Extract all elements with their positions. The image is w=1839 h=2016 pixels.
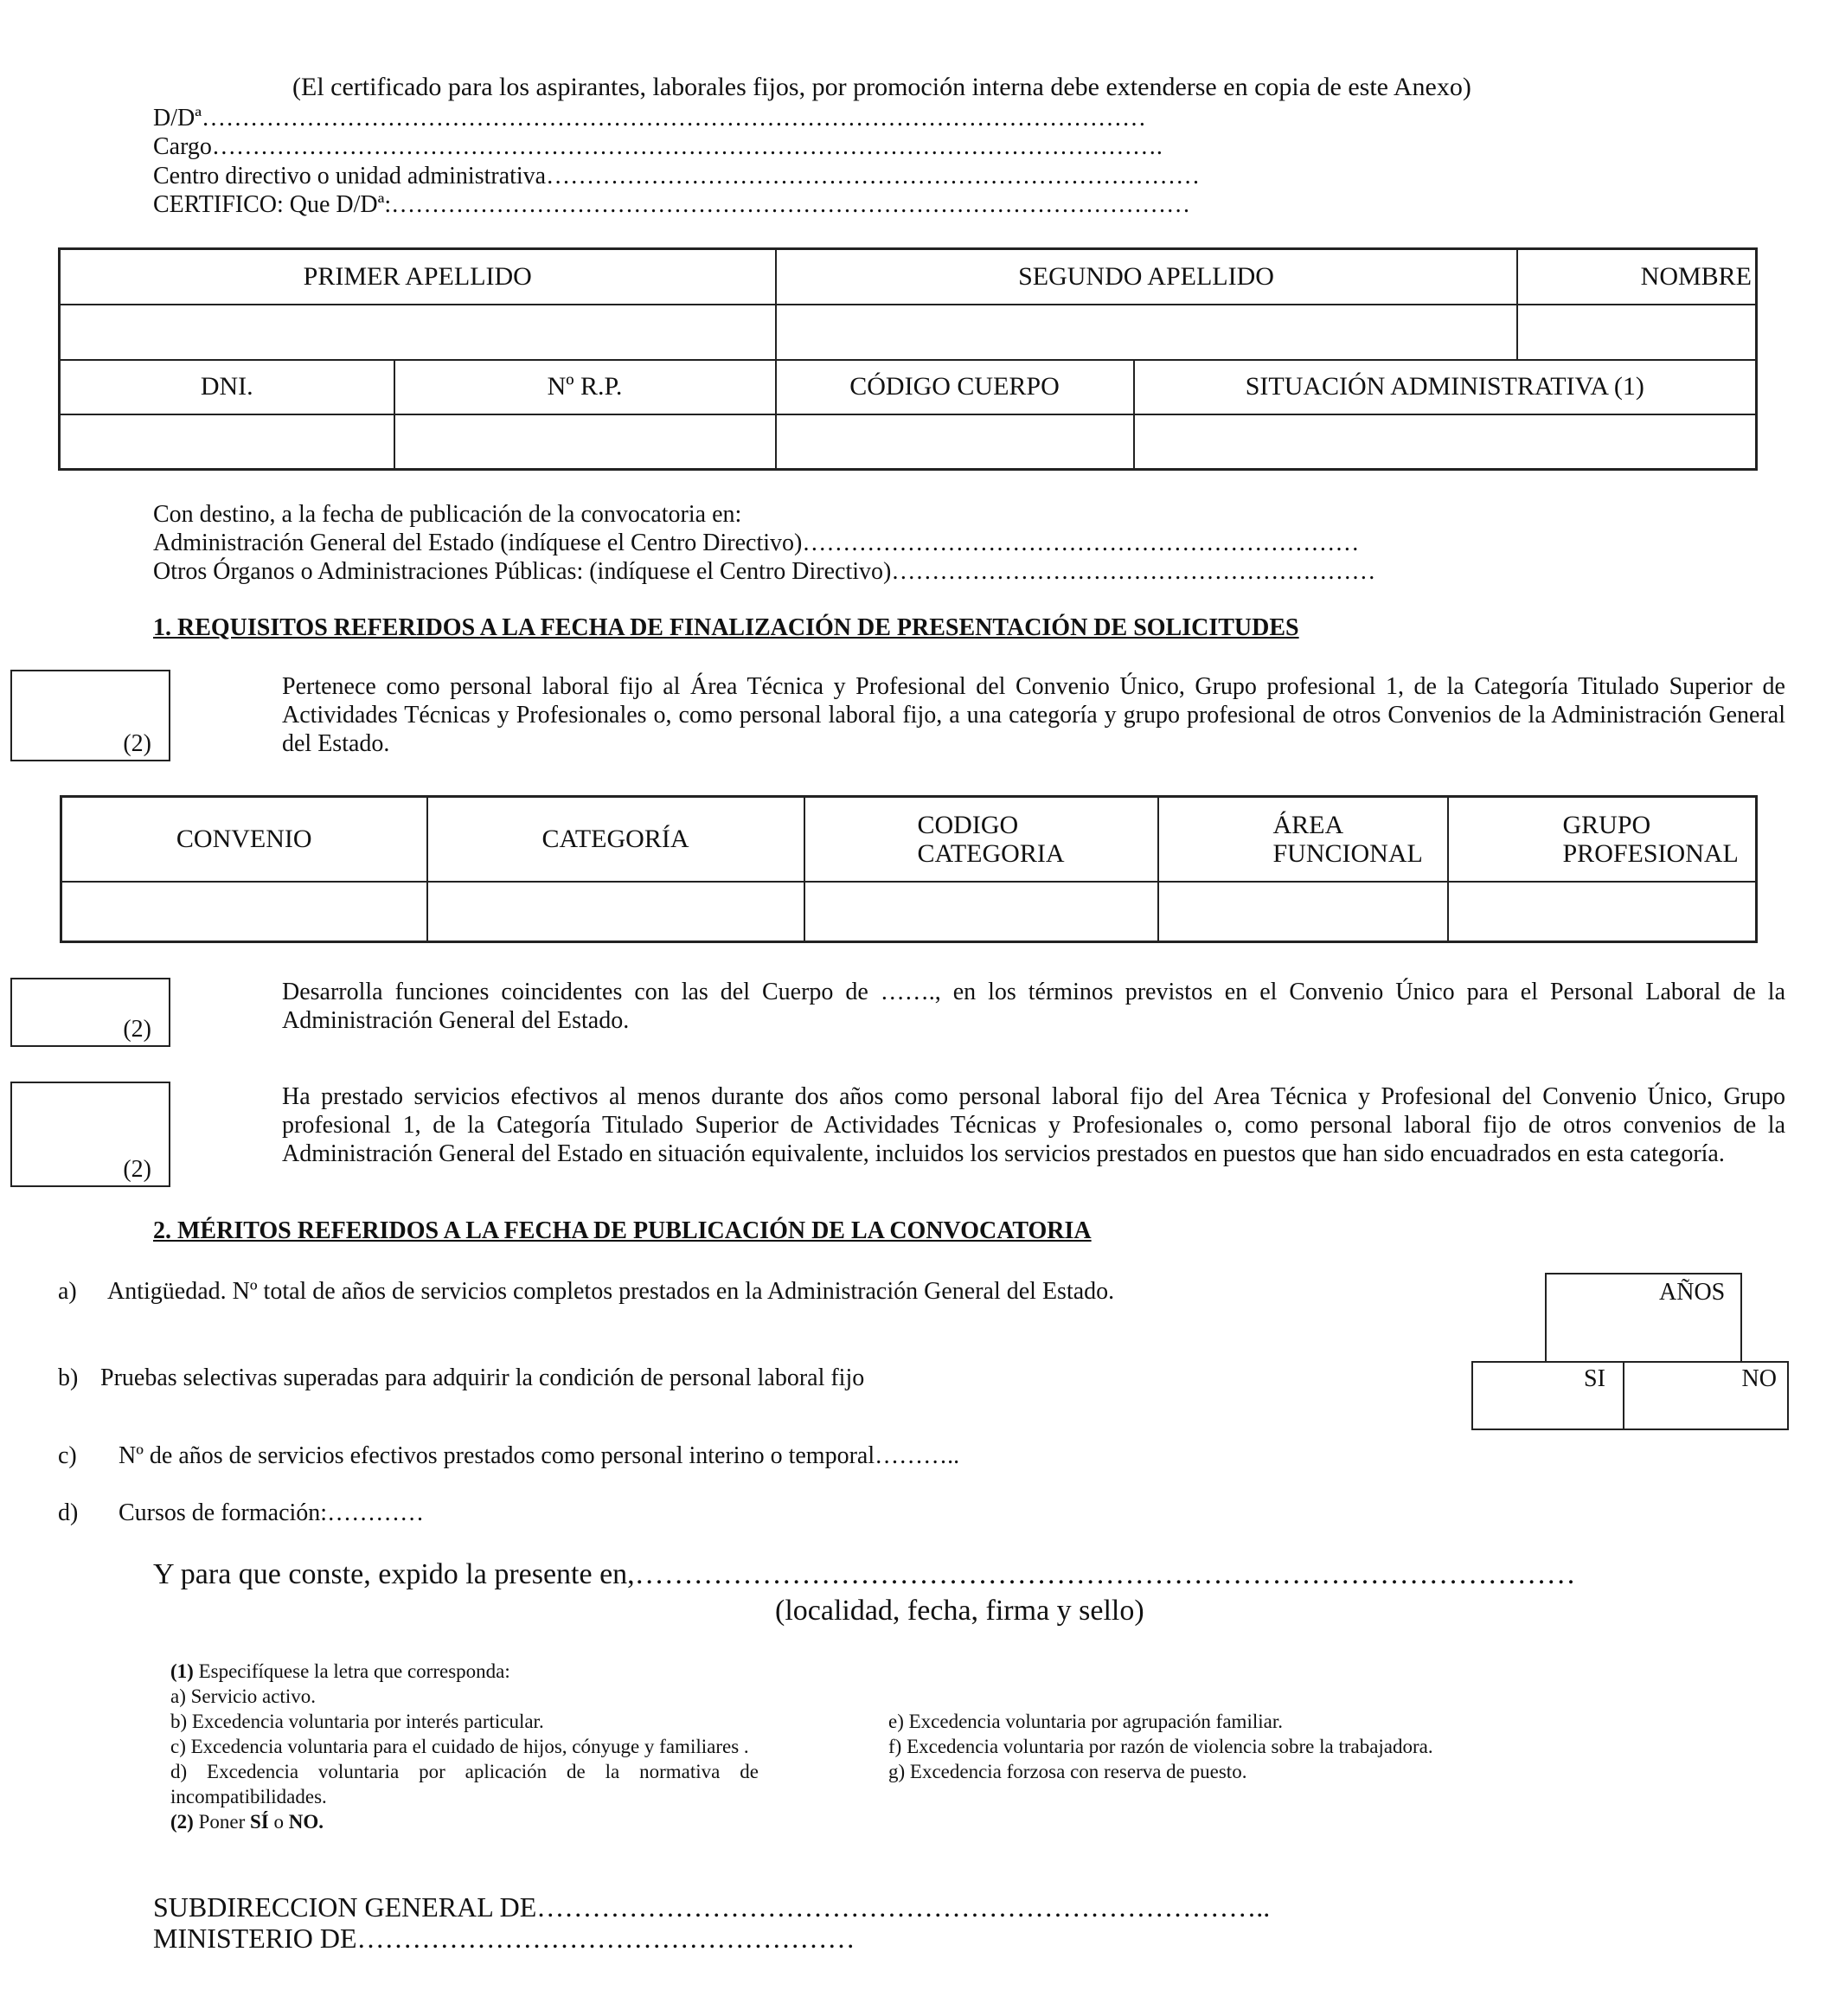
header-convenio: CONVENIO — [61, 797, 427, 882]
footnote-item-d: d) Excedencia voluntaria por aplicación de la normativa de incompatibilidades. — [170, 1761, 759, 1807]
header-area-funcional — [1158, 797, 1448, 882]
input-primer-apellido[interactable] — [60, 305, 776, 360]
destino-intro: Con destino, a la fecha de publicación de la convocatoria en: — [153, 501, 742, 528]
footnote-item-g: g) Excedencia forzosa con reserva de puesto. — [888, 1761, 1247, 1782]
profesional-label: PROFESIONAL — [1562, 838, 1739, 868]
header-grupo-profesional — [1448, 797, 1757, 882]
anos-box[interactable] — [1545, 1273, 1742, 1363]
area-label: ÁREA — [1272, 810, 1344, 839]
subdireccion-field[interactable]: SUBDIRECCION GENERAL DE…………………………………………………………………….. — [153, 1891, 1271, 1923]
footnote-2 — [170, 1809, 759, 1834]
req1-text: Pertenece como personal laboral fijo al Área Técnica y Profesional del Convenio Único, Grupo profesional 1, de la Categoría Titulado Superior de Actividades Técnicas y Profesionales o, como personal laboral fijo, a una categoría y grupo profesional de otros Convenios de la Administración General del Estado. — [282, 673, 1785, 757]
input-codigo-categoria[interactable] — [804, 882, 1158, 942]
funcional-label: FUNCIONAL — [1272, 838, 1423, 868]
field-certifico[interactable]: CERTIFICO: Que D/Dª:……………………………………………………………………………………… — [153, 191, 1191, 218]
merit-a-letter: a) — [58, 1278, 77, 1305]
destino-otros[interactable]: Otros Órganos o Administraciones Públicas: (indíquese el Centro Directivo)…………………………………………………… — [153, 558, 1376, 585]
header-segundo-apellido: SEGUNDO APELLIDO — [776, 249, 1517, 305]
categoria-label: CATEGORIA — [917, 838, 1065, 868]
footnote-1-mark: (1) — [170, 1660, 194, 1682]
req1-box-label: (2) — [123, 730, 151, 757]
req3-text: Ha prestado servicios efectivos al menos durante dos años como personal laboral fijo del Area Técnica y Profesional del Convenio Único, Grupo profesional 1, de la Categoría Titulado Superior de Actividades Técnicas y Profesionales o, como personal laboral fijo de otros convenios de la Administración General del Estado en situación equivalente, incluidos los servicios prestados en puestos que han sido encuadrados en esta categoría. — [282, 1083, 1785, 1167]
si-label: SI — [1584, 1365, 1605, 1392]
merit-d-text[interactable]: Cursos de formación:………… — [119, 1499, 425, 1526]
header-nombre: NOMBRE — [1517, 249, 1757, 305]
merit-c-text[interactable]: Nº de años de servicios efectivos prestados como personal interino o temporal……….. — [119, 1442, 960, 1469]
header-dni: DNI. — [60, 360, 394, 414]
codigo-label: CODIGO — [917, 810, 1019, 839]
header-codigo-cuerpo: CÓDIGO CUERPO — [776, 360, 1134, 414]
footnote-2-no: NO. — [288, 1811, 324, 1833]
header-situacion-administrativa: SITUACIÓN ADMINISTRATIVA (1) — [1134, 360, 1757, 414]
header-note: (El certificado para los aspirantes, laborales fijos, por promoción interna debe extenderse en copia de este Anexo) — [292, 73, 1471, 101]
footnote-1 — [170, 1659, 510, 1684]
req2-text: Desarrolla funciones coincidentes con las del Cuerpo de ……., en los términos previstos en el Convenio Único para el Personal Laboral de la Administración General del Estado. — [282, 979, 1785, 1034]
header-categoria: CATEGORÍA — [427, 797, 804, 882]
header-primer-apellido: PRIMER APELLIDO — [60, 249, 776, 305]
destino-age[interactable]: Administración General del Estado (indíquese el Centro Directivo)…………………………………………………………… — [153, 530, 1360, 556]
merit-a-text: Antigüedad. Nº total de años de servicios completos prestados en la Administración General del Estado. — [107, 1278, 1115, 1305]
grupo-label: GRUPO — [1562, 810, 1651, 839]
footnote-item-f: f) Excedencia voluntaria por razón de violencia sobre la trabajadora. — [888, 1736, 1433, 1757]
merit-b-text: Pruebas selectivas superadas para adquirir la condición de personal laboral fijo — [100, 1364, 865, 1391]
input-nrp[interactable] — [394, 414, 776, 470]
header-codigo-categoria — [804, 797, 1158, 882]
footnote-item-c: c) Excedencia voluntaria para el cuidado de hijos, cónyuge y familiares . — [170, 1736, 749, 1757]
footnote-item-a: a) Servicio activo. — [170, 1685, 316, 1707]
footnote-1-text: Especifíquese la letra que corresponda: — [193, 1660, 510, 1682]
footnote-2-si: SÍ — [250, 1811, 269, 1833]
merit-c-letter: c) — [58, 1442, 77, 1469]
field-dda[interactable]: D/Dª……………………………………………………………………………………………………… — [153, 105, 1146, 132]
ministerio-field[interactable]: MINISTERIO DE……………………………………………… — [153, 1923, 855, 1954]
closing-sub: (localidad, fecha, firma y sello) — [775, 1595, 1144, 1627]
input-grupo-profesional[interactable] — [1448, 882, 1757, 942]
input-nombre[interactable] — [1517, 305, 1757, 360]
footnote-2-pre: Poner — [193, 1811, 250, 1833]
footnote-left-list — [170, 1684, 759, 1834]
section1-title: 1. REQUISITOS REFERIDOS A LA FECHA DE FINALIZACIÓN DE PRESENTACIÓN DE SOLICITUDES — [153, 614, 1299, 641]
footnote-2-mid: o — [268, 1811, 289, 1833]
field-cargo[interactable]: Cargo………………………………………………………………………………………………………. — [153, 133, 1163, 160]
footnote-item-e: e) Excedencia voluntaria por agrupación familiar. — [888, 1711, 1283, 1732]
convenio-table — [60, 795, 1758, 943]
section2-title: 2. MÉRITOS REFERIDOS A LA FECHA DE PUBLICACIÓN DE LA CONVOCATORIA — [153, 1217, 1092, 1244]
si-box[interactable] — [1471, 1361, 1624, 1430]
req3-box-label: (2) — [123, 1156, 151, 1183]
closing-line[interactable]: Y para que conste, expido la presente en,…………………………………………………………………………………… — [153, 1558, 1576, 1590]
merit-b-letter: b) — [58, 1364, 79, 1391]
input-situacion-administrativa[interactable] — [1134, 414, 1757, 470]
personal-data-table — [58, 247, 1758, 471]
merit-d-letter: d) — [58, 1499, 79, 1526]
input-codigo-cuerpo[interactable] — [776, 414, 1134, 470]
footnote-right-list — [888, 1709, 1433, 1784]
input-convenio[interactable] — [61, 882, 427, 942]
input-segundo-apellido[interactable] — [776, 305, 1517, 360]
footnote-2-mark: (2) — [170, 1811, 194, 1833]
req1-checkbox[interactable] — [10, 670, 170, 761]
no-box[interactable] — [1623, 1361, 1789, 1430]
input-categoria[interactable] — [427, 882, 804, 942]
req2-box-label: (2) — [123, 1016, 151, 1043]
footnote-item-b: b) Excedencia voluntaria por interés particular. — [170, 1711, 544, 1732]
anos-label: AÑOS — [1659, 1279, 1726, 1306]
input-dni[interactable] — [60, 414, 394, 470]
req2-checkbox[interactable] — [10, 978, 170, 1047]
req3-checkbox[interactable] — [10, 1082, 170, 1187]
no-label: NO — [1741, 1365, 1777, 1392]
field-centro-directivo[interactable]: Centro directivo o unidad administrativa……………………………………………………………………… — [153, 163, 1201, 189]
header-nrp: Nº R.P. — [394, 360, 776, 414]
input-area-funcional[interactable] — [1158, 882, 1448, 942]
